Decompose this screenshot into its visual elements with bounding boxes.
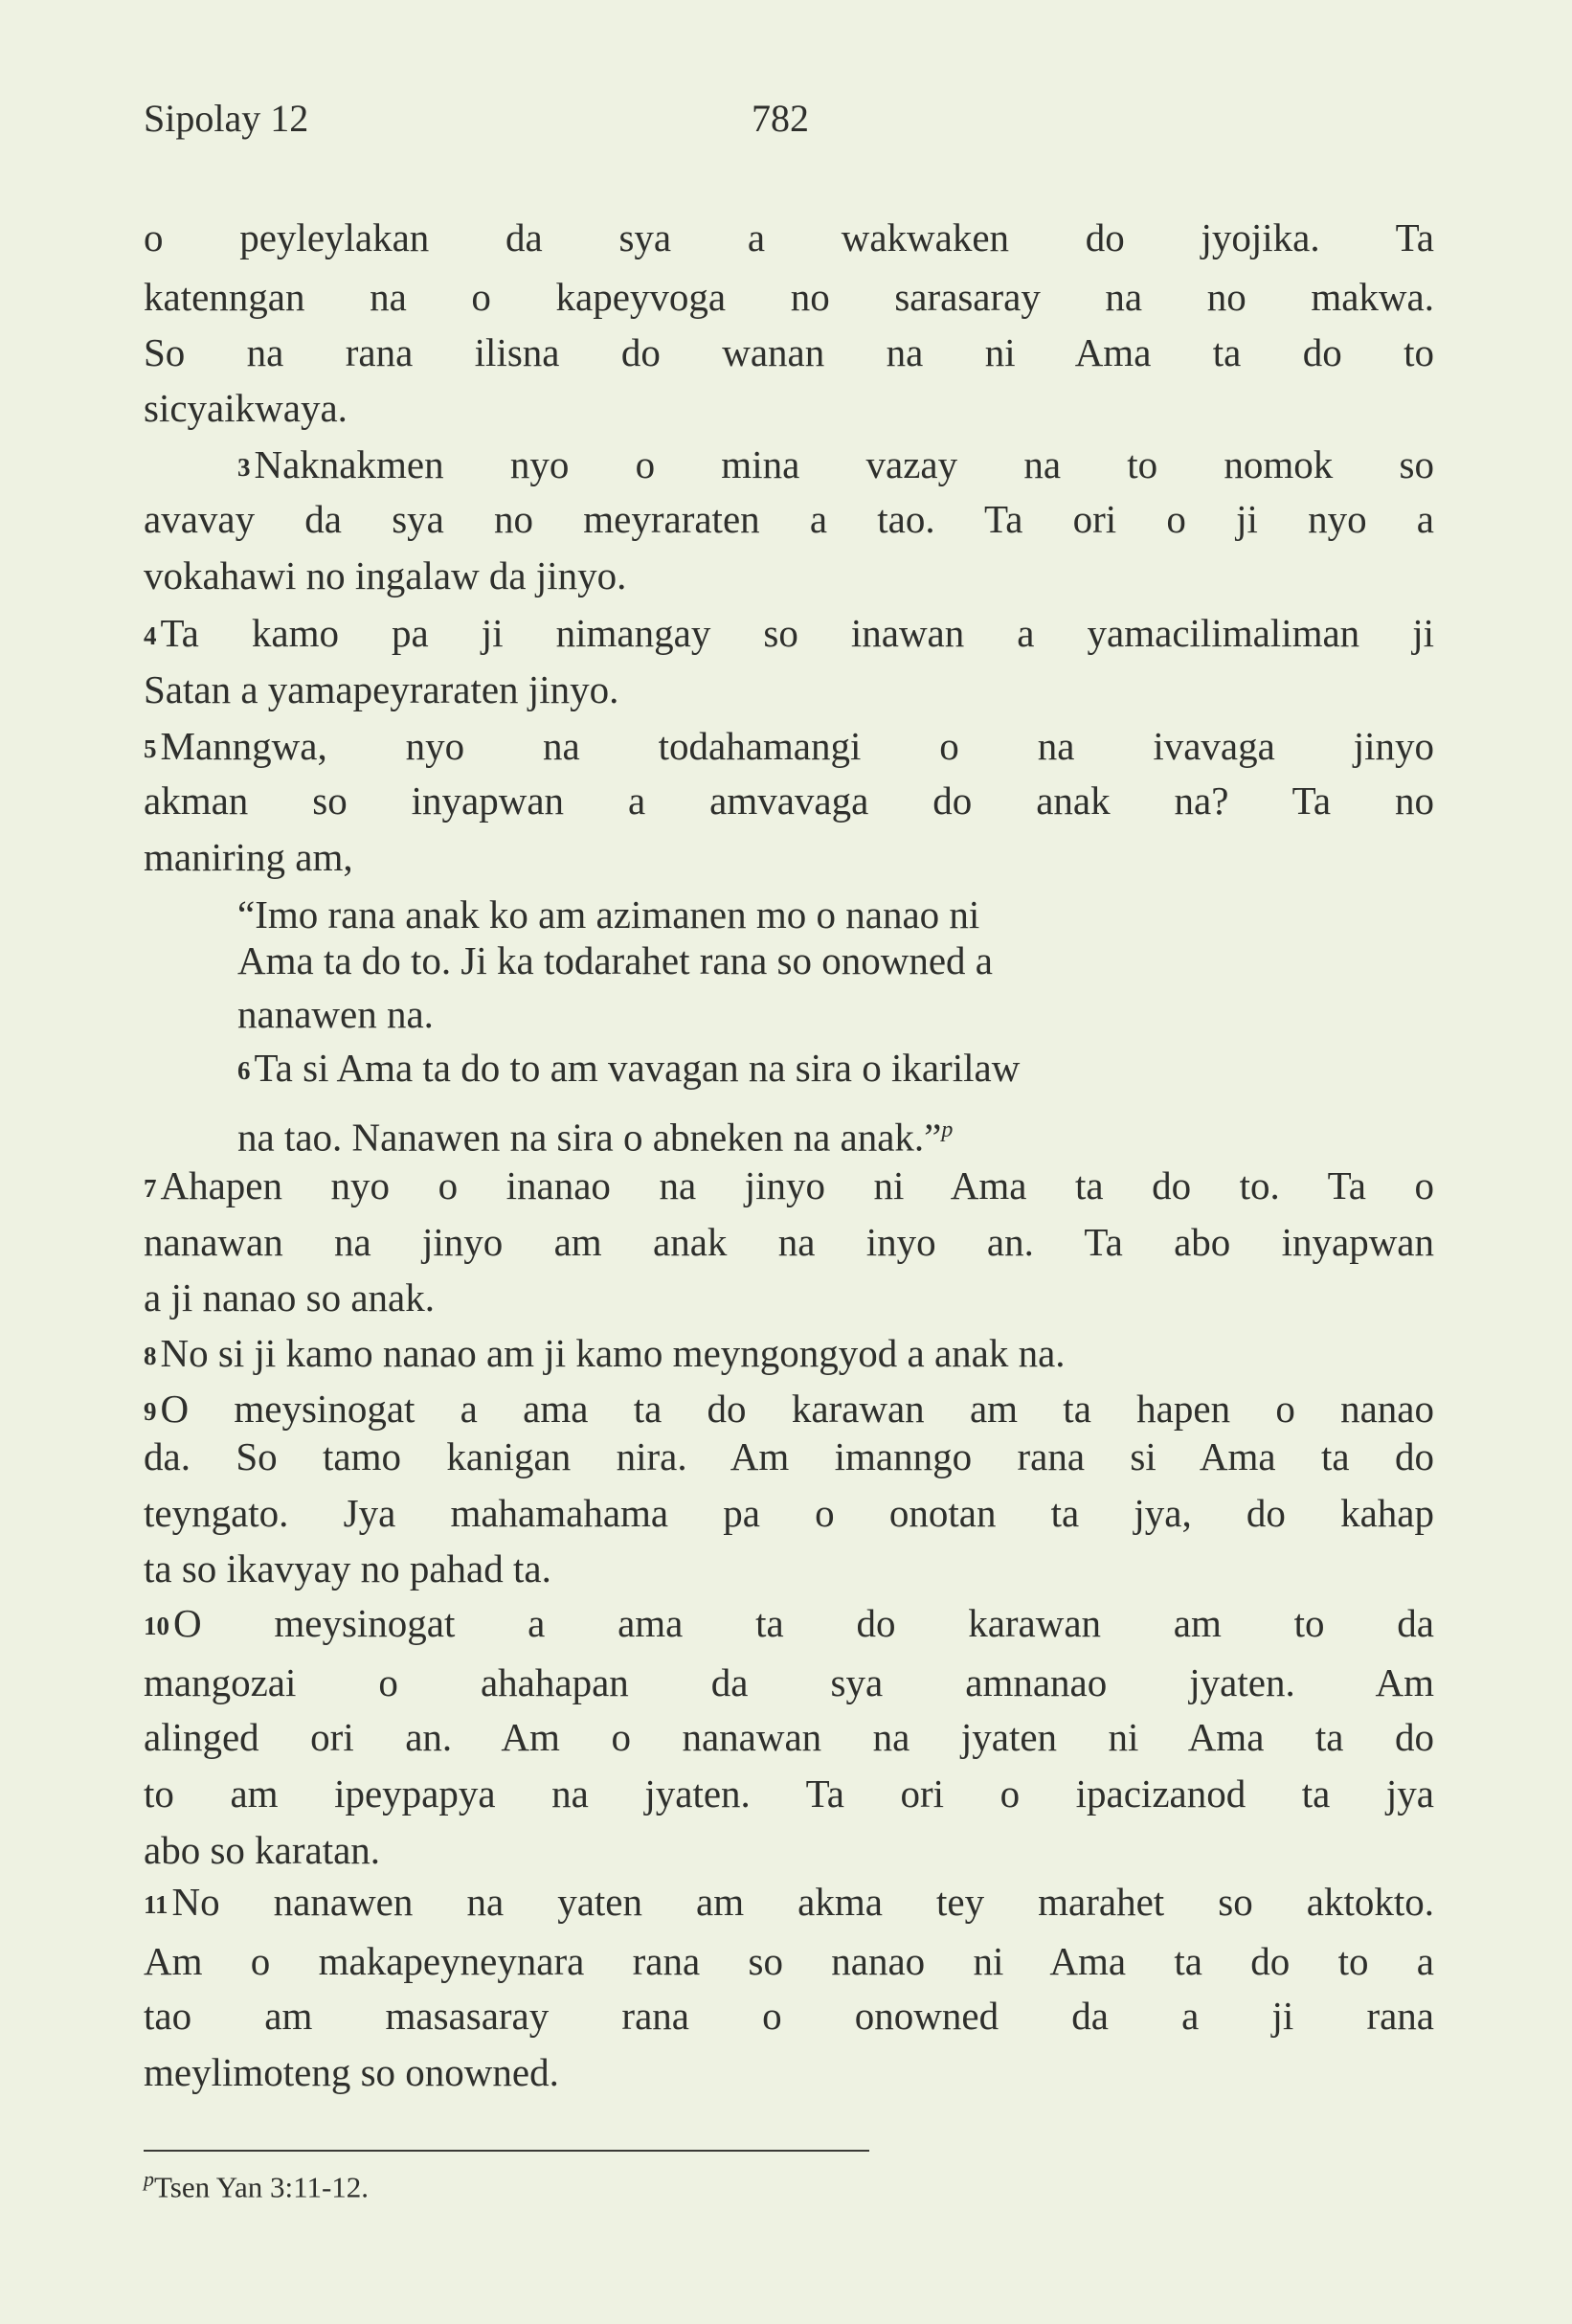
line-text: nanawen na. [237, 992, 434, 1036]
verse-number: 11 [144, 1890, 168, 1919]
verse-number: 3 [237, 453, 251, 482]
verse-number: 10 [144, 1612, 169, 1640]
line-text: a ji nanao so anak. [144, 1275, 435, 1320]
line-text: Satan a yamapeyraraten jinyo. [144, 667, 619, 711]
verse-number: 6 [237, 1056, 251, 1085]
footnote [144, 2156, 369, 2210]
verse-number: 4 [144, 621, 157, 650]
line-text: teyngato. Jya mahamahama pa o onotan ta jya, do kahap [144, 1491, 1434, 1535]
text-line [144, 1988, 1434, 2043]
line-text: Ta kamo pa ji nimangay so inawan a yamacilimaliman ji [160, 611, 1434, 655]
line-text: O meysinogat a ama ta do karawan am ta hapen o nanao [160, 1387, 1434, 1431]
line-text: sicyaikwaya. [144, 386, 348, 430]
text-line [144, 1485, 1434, 1541]
running-header-chapter: Sipolay 12 [144, 97, 309, 140]
text-line [144, 1214, 1434, 1270]
text-line [144, 269, 1434, 325]
line-text: katenngan na o kapeyvoga no sarasaray na no makwa. [144, 275, 1434, 319]
text-line [144, 1595, 1434, 1651]
line-text: So na rana ilisna do wanan na ni Ama ta do to [144, 330, 1434, 374]
line-text: maniring am, [144, 835, 353, 879]
line-text: “Imo rana anak ko am azimanen mo o nanao ni [237, 892, 980, 936]
footnote-divider [144, 2150, 869, 2152]
line-text: No si ji kamo nanao am ji kamo meyngongyod a anak na. [160, 1331, 1066, 1375]
text-line [144, 325, 1434, 380]
line-text: Am o makapeyneynara rana so nanao ni Ama ta do to a [144, 1939, 1434, 1983]
line-text: No nanawen na yaten am akma tey marahet so aktokto. [171, 1880, 1434, 1924]
text-line [237, 437, 1434, 492]
text-line [144, 1709, 1434, 1765]
text-line [237, 986, 1434, 1042]
line-text: ta so ikavyay no pahad ta. [144, 1546, 551, 1591]
line-text: Ama ta do to. Ji ka todarahet rana so onowned a [237, 938, 994, 982]
line-text: akman so inyapwan a amvavaga do anak na? Ta no [144, 778, 1434, 823]
line-text: meylimoteng so onowned. [144, 2050, 559, 2094]
text-line [144, 605, 1434, 661]
text-line [144, 1325, 1434, 1381]
line-text: na tao. Nanawen na sira o abneken na anak.” [237, 1115, 942, 1160]
text-line [144, 662, 1434, 717]
line-text: o peyleylakan da sya a wakwaken do jyojika. Ta [144, 215, 1434, 259]
text-line [144, 380, 1434, 436]
text-line [144, 491, 1434, 547]
line-text: Ta si Ama ta do to am vavagan na sira o ikarilaw [254, 1046, 1021, 1090]
text-line [144, 1655, 1434, 1710]
text-line [144, 2044, 1434, 2100]
text-line [144, 1270, 1434, 1325]
line-text: alinged ori an. Am o nanawan na jyaten ni Ama ta do [144, 1715, 1434, 1759]
line-text: avavay da sya no meyraraten a tao. Ta ori o ji nyo a [144, 497, 1434, 541]
line-text: vokahawi no ingalaw da jinyo. [144, 553, 627, 598]
line-text: mangozai o ahahapan da sya amnanao jyaten. Am [144, 1660, 1434, 1704]
verse-number: 9 [144, 1397, 157, 1426]
text-line [237, 1040, 1434, 1095]
line-text: to am ipeypapya na jyaten. Ta ori o ipacizanod ta jya [144, 1771, 1434, 1816]
verse-number: 5 [144, 734, 157, 763]
text-line [144, 1429, 1434, 1484]
text-line [144, 1541, 1434, 1596]
verse-number: 8 [144, 1342, 157, 1370]
text-line [144, 718, 1434, 774]
line-text: Ahapen nyo o inanao na jinyo ni Ama ta do to. Ta o [160, 1163, 1434, 1207]
footnote-reference: p [941, 1117, 954, 1142]
line-text: Naknakmen nyo o mina vazay na to nomok so [254, 442, 1434, 486]
text-line [144, 1874, 1434, 1929]
line-text: Manngwa, nyo na todahamangi o na ivavaga jinyo [160, 724, 1434, 768]
text-line [144, 773, 1434, 828]
footnote-text: Tsen Yan 3:11-12. [154, 2170, 370, 2204]
line-text: abo so karatan. [144, 1828, 381, 1872]
footnote-marker: p [144, 2167, 154, 2191]
line-text: nanawan na jinyo am anak na inyo an. Ta abo inyapwan [144, 1220, 1434, 1264]
line-text: tao am masasaray rana o onowned da a ji rana [144, 1994, 1434, 2038]
text-line [144, 548, 1434, 603]
page-number: 782 [752, 97, 809, 140]
text-line [237, 933, 1434, 988]
text-line [144, 210, 1434, 265]
text-line [144, 1766, 1434, 1821]
text-line [144, 1158, 1434, 1213]
line-text: O meysinogat a ama ta do karawan am to da [173, 1601, 1434, 1645]
text-line [237, 1102, 1434, 1158]
text-line [144, 1822, 1434, 1878]
verse-number: 7 [144, 1174, 157, 1203]
text-line [144, 829, 1434, 885]
text-line [144, 1933, 1434, 1989]
line-text: da. So tamo kanigan nira. Am imanngo rana si Ama ta do [144, 1434, 1434, 1478]
